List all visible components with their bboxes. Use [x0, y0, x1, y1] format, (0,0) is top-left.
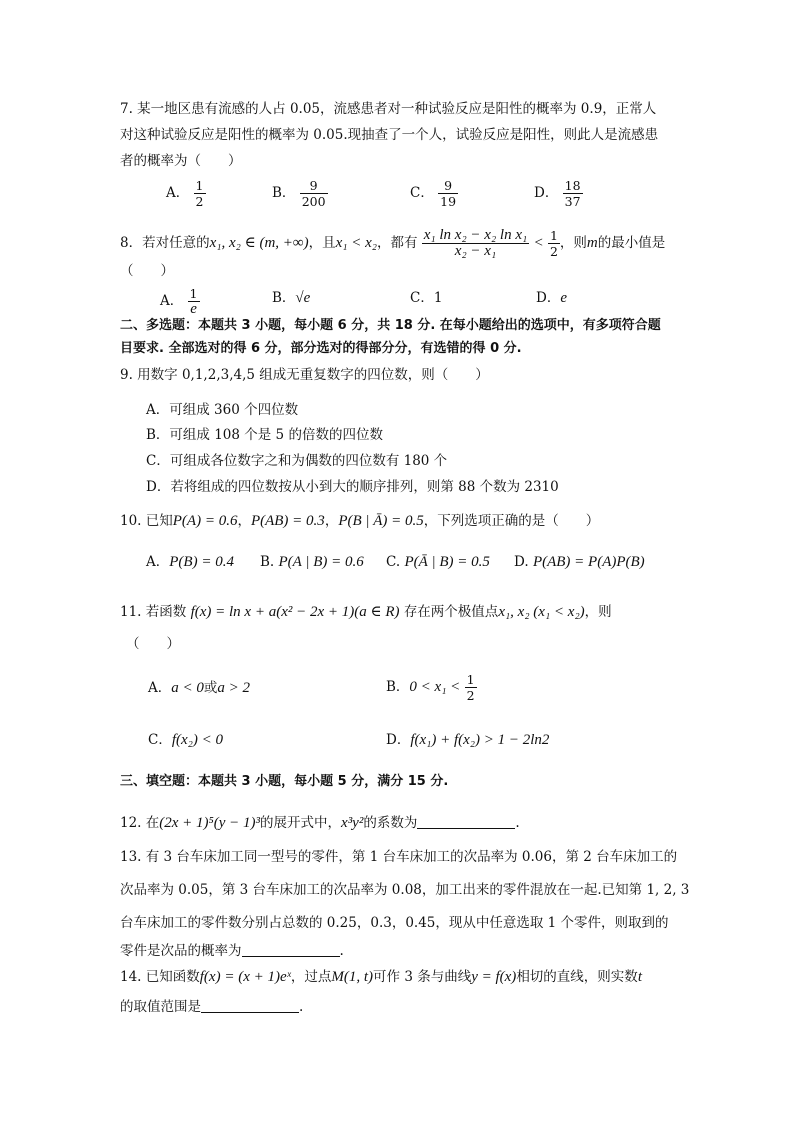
- q10-option-c: C. P(Ā | B) = 0.5: [386, 554, 490, 570]
- q8-stem: 8．若对任意的x₁, x₂ ∈ (m, +∞)，且x₁ < x₂，都有 $\frac{\text{x₁ ln x₂ − x₂ ln x₁}}{\text{x₂ − x₁}}$ < $\frac{1}{2}$ ，则m的最小值是: [120, 227, 666, 259]
- q8-option-a: A． 1 e: [160, 286, 198, 317]
- q7-line-2: 对这种试验反应是阳性的概率为 0.05.现抽查了一个人，试验反应是阳性，则此人是流感患: [120, 127, 659, 143]
- q12-answer-blank[interactable]: [417, 814, 515, 829]
- q8-inequality-fraction: $\frac{\text{x₁ ln x₂ − x₂ ln x₁}}{\text{x₂ − x₁}}$: [423, 227, 528, 259]
- q10-option-d: D. P(AB) = P(A)P(B): [514, 554, 645, 570]
- q11-stem: 11. 若函数 f(x) = ln x + a(x² − 2x + 1)(a ∈ R) 存在两个极值点x₁, x₂ (x₁ < x₂)，则: [120, 604, 612, 620]
- q7-option-b: B． $\frac{9}{200}$: [272, 178, 326, 209]
- q13-line-2: 次品率为 0.05，第 3 台车床加工的次品率为 0.08，加工出来的零件混放在一起.已知第 1, 2, 3: [120, 882, 690, 898]
- q9-stem: 9. 用数字 0,1,2,3,4,5 组成无重复数字的四位数，则（ ）: [120, 367, 489, 383]
- q14-line-1: 14. 已知函数f(x) = (x + 1)eˣ，过点M(1, t)可作 3 条与曲线y = f(x)相切的直线，则实数t: [120, 969, 642, 985]
- q11-option-c: C．f(x₂) < 0: [148, 732, 223, 748]
- q7-option-a: A． $\frac{1}{2}$: [166, 178, 204, 209]
- q9-option-b: B．可组成 108 个是 5 的倍数的四位数: [146, 427, 383, 443]
- q11-option-b-fraction: $\frac{1}{2}$: [466, 672, 475, 703]
- q10-option-a: A．P(B) = 0.4: [146, 554, 234, 570]
- q7-line-1: 7. 某一地区患有流感的人占 0.05，流感患者对一种试验反应是阳性的概率为 0.9，正常人: [120, 101, 657, 117]
- q8-option-b: B．√e: [272, 290, 311, 306]
- q9-option-d: D．若将组成的四位数按从小到大的顺序排列，则第 88 个数为 2310: [146, 479, 559, 495]
- section-2-heading-line-2: 目要求. 全部选对的得 6 分，部分选对的得部分分，有选错的得 0 分.: [120, 341, 522, 356]
- q11-paren: （ ）: [126, 636, 180, 652]
- q7-option-a-fraction: $\frac{1}{2}$: [195, 178, 204, 209]
- q7-line-3: 者的概率为（ ）: [120, 153, 242, 169]
- q14-line-2: 的取值范围是 .: [120, 999, 304, 1015]
- q7-option-c: C． $\frac{9}{19}$: [410, 178, 457, 209]
- q8-option-d: D．e: [536, 290, 567, 306]
- q11-option-a: A．a < 0或a > 2: [148, 680, 250, 696]
- q7-option-c-fraction: $\frac{9}{19}$: [440, 178, 457, 209]
- section-3-heading: 三、填空题：本题共 3 小题，每小题 5 分，满分 15 分.: [120, 774, 449, 789]
- q13-line-1: 13. 有 3 台车床加工同一型号的零件，第 1 台车床加工的次品率为 0.06，第 2 台车床加工的: [120, 849, 678, 865]
- q10-stem: 10. 已知P(A) = 0.6，P(AB) = 0.3，P(B | Ā) = 0.5，下列选项正确的是（ ）: [120, 513, 600, 529]
- q9-option-c: C．可组成各位数字之和为偶数的四位数有 180 个: [146, 453, 448, 469]
- q9-option-a: A．可组成 360 个四位数: [146, 402, 299, 418]
- q8-option-a-fraction: 1 e: [189, 286, 198, 317]
- q12-stem: 12. 在(2x + 1)⁵(y − 1)³的展开式中，x³y²的系数为 .: [120, 815, 520, 831]
- q8-option-c: C．1: [410, 290, 443, 306]
- q11-option-d: D．f(x₁) + f(x₂) > 1 − 2ln2: [386, 732, 550, 748]
- q14-answer-blank[interactable]: [201, 998, 299, 1013]
- q7-option-d: D． $\frac{18}{37}$: [534, 178, 581, 209]
- q7-option-b-fraction: $\frac{9}{200}$: [301, 178, 326, 209]
- q8-paren: （ ）: [120, 263, 174, 279]
- q10-option-b: B. P(A | B) = 0.6: [260, 554, 364, 570]
- q13-line-3: 台车床加工的零件数分别占总数的 0.25，0.3，0.45，现从中任意选取 1 个零件，则取到的: [120, 915, 669, 931]
- q11-option-b: B．0 < x₁ < $\frac{1}{2}$: [386, 672, 475, 703]
- q7-option-d-fraction: $\frac{18}{37}$: [564, 178, 581, 209]
- section-2-heading-line-1: 二、多选题：本题共 3 小题，每小题 6 分，共 18 分. 在每小题给出的选项中，有多项符合题: [120, 318, 661, 333]
- q13-line-4: 零件是次品的概率为 .: [120, 943, 344, 959]
- q8-half-fraction: $\frac{1}{2}$: [549, 228, 558, 259]
- q13-answer-blank[interactable]: [242, 942, 340, 957]
